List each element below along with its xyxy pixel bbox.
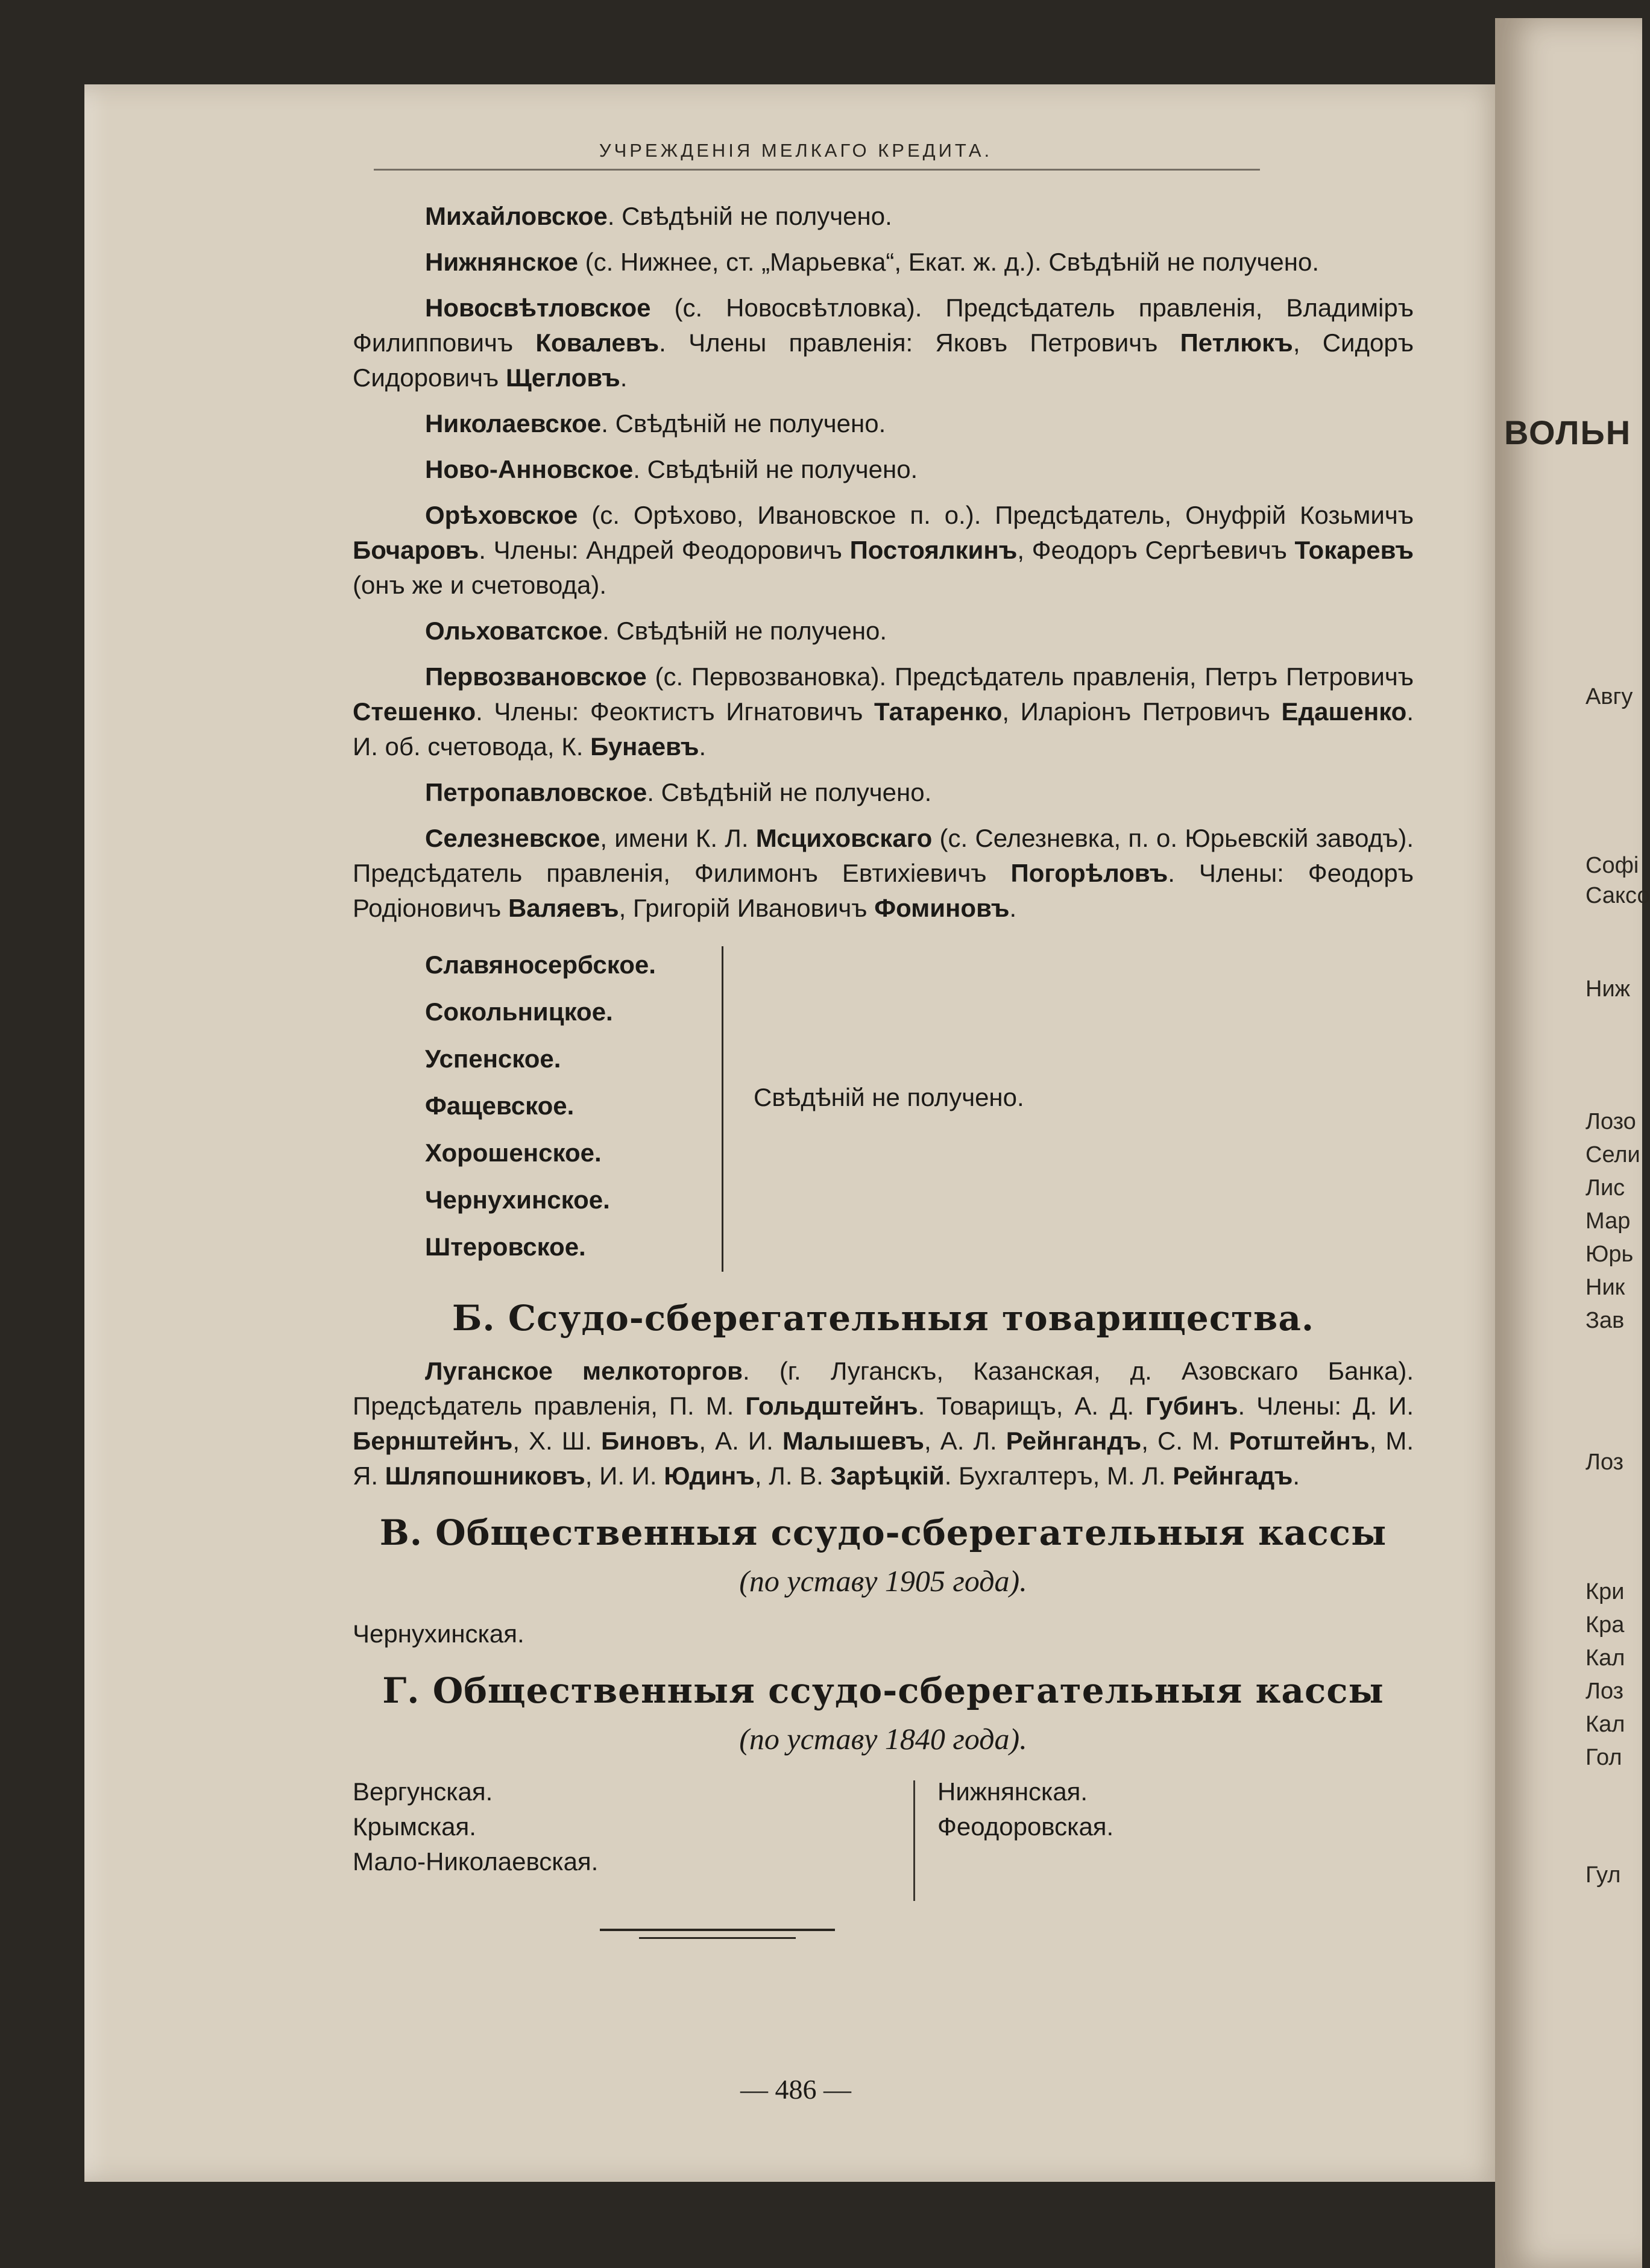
right-page-fragment: Софі xyxy=(1585,853,1639,878)
entry-olkhovatskoe: Ольховатское. Свѣдѣній не получено. xyxy=(425,617,887,645)
entry-mikhailovskoe: Михайловское. Свѣдѣній не получено. xyxy=(425,202,892,230)
right-page-heading: ВОЛЬН xyxy=(1504,413,1632,451)
right-page-fragment: Кал xyxy=(1585,1645,1625,1671)
right-page-fragment: Кра xyxy=(1585,1612,1625,1638)
running-head: УЧРЕЖДЕНІЯ МЕЛКАГО КРЕДИТА. xyxy=(599,140,993,161)
list-item: Нижнянская. xyxy=(937,1777,1088,1806)
right-page-fragment: Гул xyxy=(1585,1862,1621,1888)
section-v-subtitle: (по уставу 1905 года). xyxy=(739,1564,1027,1598)
right-page-fragment: Ниж xyxy=(1585,976,1631,1002)
header-rule xyxy=(374,169,1260,177)
list-item: Успенское. xyxy=(425,1044,561,1073)
page-number: — 486 — xyxy=(740,2074,851,2105)
entry-nikolaevskoe: Николаевское. Свѣдѣній не получено. xyxy=(425,409,886,438)
right-page-fragment: Лоз xyxy=(1585,1450,1624,1475)
list-item: Чернухинское. xyxy=(425,1186,610,1214)
grouped-list-note: Свѣдѣній не получено. xyxy=(754,1083,1024,1111)
list-item: Мало-Николаевская. xyxy=(353,1847,599,1876)
entry-orekhovskoe: Орѣховское (с. Орѣхово, Ивановское п. о.). Предсѣдатель, Онуфрій Козьмичъ Бочаровъ. Члены: Андрей Феодоровичъ Постоялкинъ, Феодоръ Сергѣевичъ Токаревъ (онъ же и счетовода). xyxy=(353,501,1414,599)
section-v-item: Чернухинская. xyxy=(353,1619,524,1648)
entry-petropavlovskoe: Петропавловское. Свѣдѣній не получено. xyxy=(425,778,932,806)
book-page-right xyxy=(1495,18,1650,2268)
entry-novo-annovskoe: Ново-Анновское. Свѣдѣній не получено. xyxy=(425,455,918,483)
grouped-list xyxy=(353,941,1414,1279)
right-page-fragment: Ник xyxy=(1585,1275,1625,1300)
entry-pervozvanovskoe: Первозвановское (с. Первозвановка). Предсѣдатель правленія, Петръ Петровичъ Стешенко. Члены: Феоктистъ Игнатовичъ Татаренко, Иларіонъ Петровичъ Едашенко. И. об. счетовода, К. Бунаевъ. xyxy=(353,662,1414,761)
right-page-fragment: Лоз xyxy=(1585,1679,1624,1704)
section-g-subtitle: (по уставу 1840 года). xyxy=(739,1722,1027,1756)
section-b-title: Б. Ссудо-сберегательныя товарищества. xyxy=(452,1298,1315,1339)
right-page-fragment: Саксо xyxy=(1585,883,1650,908)
list-item: Фащевское. xyxy=(425,1092,575,1120)
list-item: Хорошенское. xyxy=(425,1139,602,1167)
brace xyxy=(722,946,735,1272)
right-page-fragment: Кри xyxy=(1585,1579,1625,1604)
grouped-list-names xyxy=(425,941,656,1271)
right-page-fragment: Лозо xyxy=(1585,1109,1636,1134)
right-page-fragment: Мар xyxy=(1585,1208,1631,1234)
entry-lugansk: Луганское мелкоторгов. (г. Луганскъ, Казанская, д. Азовскаго Банка). Предсѣдатель правленія, П. М. Гольдштейнъ. Товарищъ, А. Д. Губинъ. Члены: Д. И. Бернштейнъ, Х. Ш. Биновъ, А. И. Малышевъ, А. Л. Рейнгандъ, С. М. Ротштейнъ, М. Я. Шляпошниковъ, И. И. Юдинъ, Л. В. Зарѣцкій. Бухгалтеръ, М. Л. Рейнгадъ. xyxy=(353,1357,1414,1490)
list-item: Славяносербское. xyxy=(425,950,656,979)
right-page-fragment: Кал xyxy=(1585,1712,1625,1737)
section-v-title: В. Общественныя ссудо-сберегательныя кассы xyxy=(379,1512,1387,1553)
entry-nizhnyanskoe: Нижнянское (с. Нижнее, ст. „Марьевка“, Екат. ж. д.). Свѣдѣній не получено. xyxy=(425,248,1320,276)
end-rule xyxy=(600,1929,835,1931)
right-page-fragment: Гол xyxy=(1585,1745,1622,1770)
book-page-left xyxy=(84,84,1507,2182)
right-page-fragment: Зав xyxy=(1585,1308,1625,1333)
right-page-fragment: Юрь xyxy=(1585,1242,1634,1267)
right-page-fragment: Авгу xyxy=(1585,684,1633,709)
list-item: Вергунская. xyxy=(353,1777,493,1806)
section-g-left-column xyxy=(353,1774,598,1879)
list-item: Феодоровская. xyxy=(937,1812,1114,1841)
section-g-title: Г. Общественныя ссудо-сберегательныя кассы xyxy=(382,1670,1384,1711)
list-item: Крымская. xyxy=(353,1812,476,1841)
section-g-right-column xyxy=(937,1774,1113,1844)
right-page-fragment: Сели xyxy=(1585,1142,1640,1167)
page-body xyxy=(353,199,1414,1901)
entry-novosvetlovskoe: Новосвѣтловское (с. Новосвѣтловка). Предсѣдатель правленія, Владиміръ Филипповичъ Ковалевъ. Члены правленія: Яковъ Петровичъ Петлюкъ, Сидоръ Сидоровичъ Щегловъ. xyxy=(353,294,1414,392)
list-item: Штеровское. xyxy=(425,1233,586,1261)
entry-seleznevskoe: Селезневское, имени К. Л. Мсциховскаго (с. Селезневка, п. о. Юрьевскій заводъ). Предсѣдатель правленія, Филимонъ Евтихіевичъ Погорѣловъ. Члены: Феодоръ Родіоновичъ Валяевъ, Григорій Ивановичъ Фоминовъ. xyxy=(353,824,1414,922)
right-page-fragment: Лис xyxy=(1585,1175,1625,1201)
list-item: Сокольницкое. xyxy=(425,997,613,1026)
section-g-columns xyxy=(353,1774,1414,1901)
end-rule xyxy=(639,1937,796,1939)
column-divider xyxy=(913,1780,915,1901)
